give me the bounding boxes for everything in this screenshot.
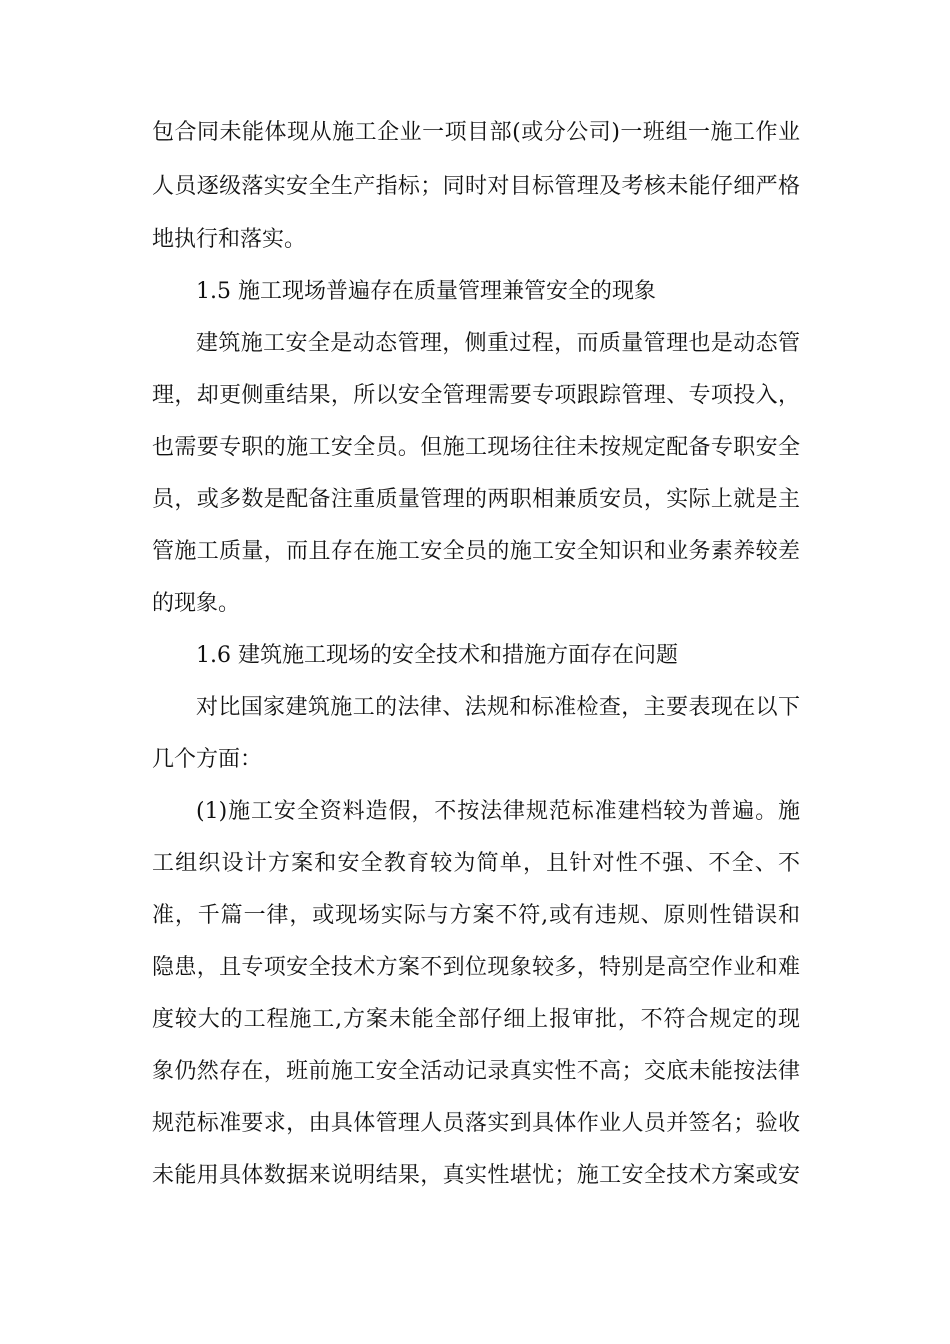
text-line: 管施工质量，而且存在施工安全员的施工安全知识和业务素养较差	[152, 539, 800, 564]
text-line: 隐患，且专项安全技术方案不到位现象较多，特别是高空作业和难	[152, 955, 800, 980]
text-line: 建筑施工安全是动态管理，侧重过程，而质量管理也是动态管	[196, 331, 800, 356]
text-line: 度较大的工程施工,方案未能全部仔细上报审批，不符合规定的现	[152, 1007, 800, 1032]
text-line: (1)施工安全资料造假，不按法律规范标准建档较为普遍。施	[196, 799, 800, 824]
text-line: 准，千篇一律，或现场实际与方案不符,或有违规、原则性错误和	[152, 903, 800, 928]
text-line: 几个方面：	[152, 747, 263, 772]
text-line: 地执行和落实。	[152, 227, 307, 252]
text-line: 规范标准要求，由具体管理人员落实到具体作业人员并签名；验收	[152, 1111, 800, 1136]
text-line: 象仍然存在，班前施工安全活动记录真实性不高；交底未能按法律	[152, 1059, 800, 1084]
text-line: 1.6 建筑施工现场的安全技术和措施方面存在问题	[196, 643, 678, 668]
text-line: 未能用具体数据来说明结果，真实性堪忧；施工安全技术方案或安	[152, 1163, 800, 1188]
text-line: 理，却更侧重结果，所以安全管理需要专项跟踪管理、专项投入，	[152, 383, 800, 408]
text-line: 也需要专职的施工安全员。但施工现场往往未按规定配备专职安全	[152, 435, 800, 460]
text-line: 1.5 施工现场普遍存在质量管理兼管安全的现象	[196, 279, 656, 304]
text-line: 对比国家建筑施工的法律、法规和标准检查，主要表现在以下	[196, 695, 800, 720]
text-line: 工组织设计方案和安全教育较为简单，且针对性不强、不全、不	[152, 851, 800, 876]
text-line: 的现象。	[152, 591, 241, 616]
text-line: 包合同未能体现从施工企业一项目部(或分公司)一班组一施工作业	[152, 120, 800, 145]
text-line: 员，或多数是配备注重质量管理的两职相兼质安员，实际上就是主	[152, 487, 800, 512]
text-line: 人员逐级落实安全生产指标；同时对目标管理及考核未能仔细严格	[152, 174, 800, 199]
